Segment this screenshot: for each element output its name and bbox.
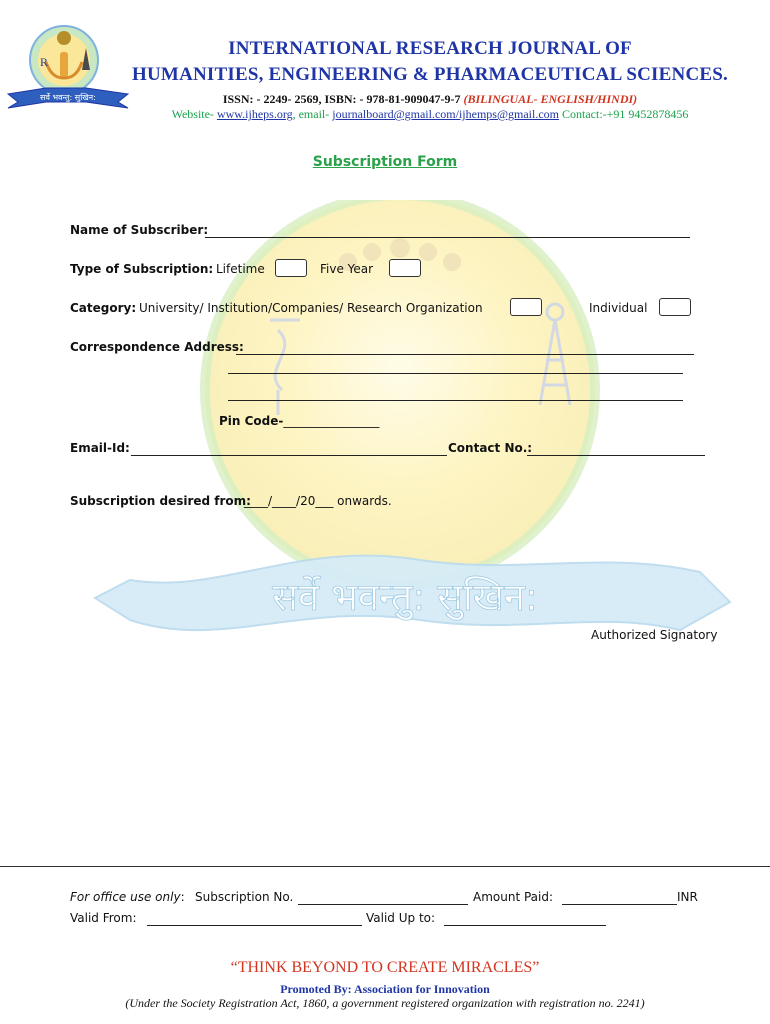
email-id-label: Email-Id: — [70, 441, 130, 455]
lifetime-checkbox[interactable] — [275, 259, 307, 277]
pin-code-label: Pin Code- — [219, 414, 284, 428]
address-line-2[interactable] — [228, 360, 683, 374]
valid-from-label: Valid From: — [70, 911, 137, 925]
journal-title-line2: HUMANITIES, ENGINEERING & PHARMACEUTICAL SCIENCES. — [132, 64, 728, 85]
office-row-1 — [70, 890, 185, 904]
email-id-field[interactable] — [131, 442, 447, 456]
journal-title-line1: INTERNATIONAL RESEARCH JOURNAL OF — [228, 38, 632, 59]
registration-note: (Under the Society Registration Act, 1860, a government registered organization with registration no. 2241) — [125, 996, 645, 1010]
type-label: Type of Subscription: — [70, 262, 214, 276]
promoted-by: Promoted By: Association for Innovation — [280, 982, 490, 996]
five-year-checkbox[interactable] — [389, 259, 421, 277]
svg-text:R: R — [40, 55, 49, 69]
valid-upto-label: Valid Up to: — [366, 911, 436, 925]
form-title: Subscription Form — [312, 154, 458, 170]
institution-label: University/ Institution/Companies/ Research Organization — [139, 301, 483, 315]
subscription-no-label: Subscription No. — [195, 890, 294, 904]
valid-upto-field[interactable] — [444, 912, 606, 926]
name-field[interactable] — [205, 224, 690, 238]
office-use-colon: : — [180, 890, 185, 904]
slogan: “THINK BEYOND TO CREATE MIRACLES” — [230, 959, 540, 976]
desired-from-date-field[interactable]: ____/____/20___ onwards. — [244, 494, 392, 508]
subscription-no-field[interactable] — [298, 891, 468, 905]
office-use-label: For office use only — [70, 890, 181, 904]
issn-text: ISSN: - 2249- 2569, ISBN: - 978-81-909047-9-7 — [222, 92, 461, 106]
five-year-label: Five Year — [320, 262, 374, 276]
lifetime-label: Lifetime — [216, 262, 265, 276]
website-link[interactable]: www.ijheps.org — [216, 107, 293, 121]
contact-no-field[interactable] — [527, 442, 705, 456]
email-link[interactable]: journalboard@gmail.com/ijhemps@gmail.com — [332, 107, 559, 121]
address-line-3[interactable] — [228, 387, 683, 401]
svg-text:सर्वे भवन्तु: सुखिन:: सर्वे भवन्तु: सुखिन: — [272, 575, 538, 619]
contact-number: Contact:-+91 9452878456 — [562, 107, 689, 121]
amount-paid-label: Amount Paid: — [473, 890, 554, 904]
amount-paid-field[interactable] — [562, 891, 677, 905]
address-label: Correspondence Address: — [70, 340, 244, 354]
contact-no-label: Contact No.: — [448, 441, 533, 455]
issn-line — [0, 92, 770, 107]
pin-code-blank: ________________ — [283, 414, 380, 428]
svg-text:सर्वे भवन्तु: सुखिन:: सर्वे भवन्तु: सुखिन: — [40, 93, 96, 102]
category-label: Category: — [70, 301, 137, 315]
authorized-signatory: Authorized Signatory — [591, 628, 718, 642]
individual-label: Individual — [589, 301, 648, 315]
name-label: Name of Subscriber: — [70, 223, 209, 237]
individual-checkbox[interactable] — [659, 298, 691, 316]
website-label: Website- — [171, 107, 214, 121]
pin-code-field[interactable] — [219, 414, 379, 428]
desired-from-label: Subscription desired from: — [70, 494, 251, 508]
email-label: , email- — [292, 107, 330, 121]
institution-checkbox[interactable] — [510, 298, 542, 316]
address-line-1[interactable] — [236, 341, 694, 355]
language-note: (BILINGUAL- ENGLISH/HINDI) — [463, 92, 638, 106]
contact-line — [0, 107, 770, 122]
valid-from-field[interactable] — [147, 912, 362, 926]
currency-label: INR — [677, 890, 698, 904]
footer-divider — [0, 866, 770, 867]
